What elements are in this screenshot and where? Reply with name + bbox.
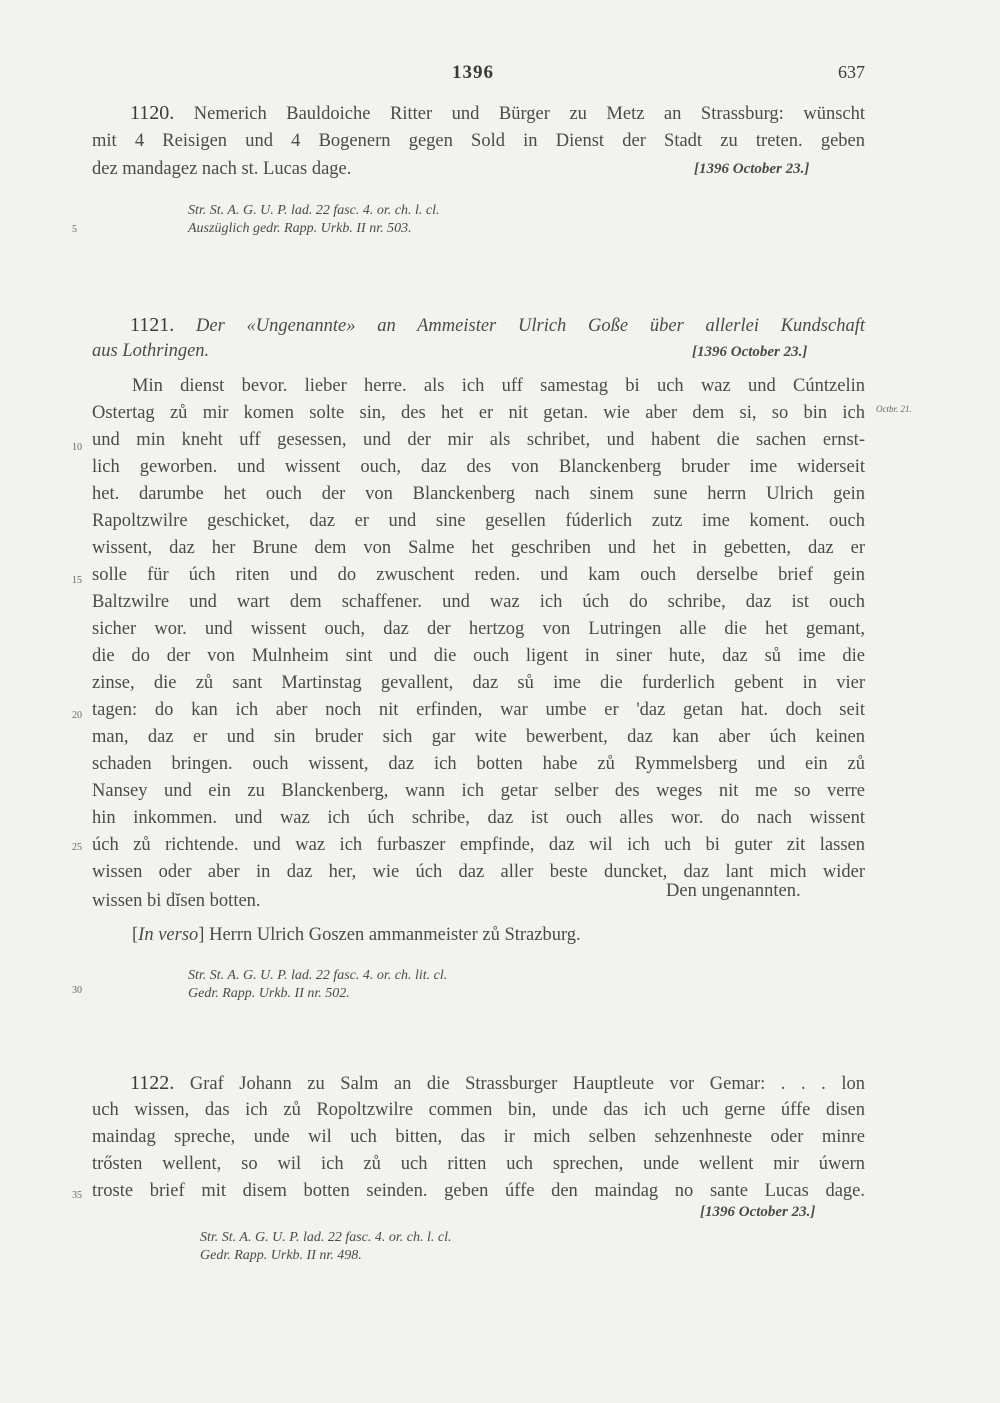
margin-line-number: 5 <box>72 224 77 235</box>
doc1121-verso: [In verso] Herrn Ulrich Goszen ammanmeister zů Strazburg. <box>132 925 581 945</box>
margin-line-number: 25 <box>72 842 82 853</box>
doc1121-line: wissen oder aber in daz her, wie úch daz aller beste duncket, daz lant mich wider <box>92 862 865 882</box>
doc1120-source: Auszüglich gedr. Rapp. Urkb. II nr. 503. <box>188 221 412 236</box>
doc1121-line: tagen: do kan ich aber noch nit erfinden, war umbe er 'daz getan hat. doch seit <box>92 700 865 720</box>
doc1121-line: Ostertag zů mir komen solte sin, des het er nit getan. wie aber dem si, so bin ich <box>92 403 865 423</box>
doc1121-line: die do der von Mulnheim sint und die ouch ligent in siner hute, daz sů ime die <box>92 646 865 666</box>
doc1120-line: 1120. Nemerich Bauldoiche Ritter und Bürger zu Metz an Strassburg: wünscht <box>130 102 865 124</box>
doc1121-line: Rapoltzwilre geschicket, daz er und sine gesellen fúderlich zutz ime koment. ouch <box>92 511 865 531</box>
doc1121-title-line: 1121. Der «Ungenannte» an Ammeister Ulrich Goße über allerlei Kundschaft <box>130 314 865 336</box>
doc1120-source: Str. St. A. G. U. P. lad. 22 fasc. 4. or. ch. l. cl. <box>188 203 440 218</box>
doc1120-line: dez mandagez nach st. Lucas dage. <box>92 159 352 179</box>
margin-line-number: 20 <box>72 710 82 721</box>
doc1121-date: [1396 October 23.] <box>692 344 808 360</box>
doc1122-number: 1122. <box>130 1072 175 1094</box>
doc1121-line: man, daz er und sin bruder sich gar wite bewerbent, daz kan aber úch keinen <box>92 727 865 747</box>
doc1121-line: wissen bi dĭsen botten. <box>92 891 261 911</box>
doc1122-line: 1122. Graf Johann zu Salm an die Strassburger Hauptleute vor Gemar: . . . lon <box>130 1072 866 1094</box>
doc1120-line: mit 4 Reisigen und 4 Bogenern gegen Sold in Dienst der Stadt zu treten. geben <box>92 131 865 151</box>
margin-line-number: 30 <box>72 985 82 996</box>
doc1121-line: solle für úch riten und do zwuschent reden. und kam ouch derselbe brief gein <box>92 565 865 585</box>
doc1120-number: 1120. <box>130 102 175 124</box>
doc1122-line: trősten wellent, so wil ich zů uch ritten uch sprechen, unde wellent mir úwern <box>92 1154 865 1174</box>
doc1121-source: Str. St. A. G. U. P. lad. 22 fasc. 4. or. ch. lit. cl. <box>188 968 448 983</box>
verso-label: In verso <box>138 925 199 945</box>
doc1121-title-line: aus Lothringen. <box>92 341 210 361</box>
doc1121-line: sicher wor. und wissent ouch, daz der hertzog von Lutringen alle die het gemant, <box>92 619 865 639</box>
doc1121-line: het. darumbe het ouch der von Blanckenberg nach sinem sune herrn Ulrich gein <box>92 484 865 504</box>
doc1121-line: úch zů richtende. und waz ich furbaszer empfinde, daz wil ich uch bi guter zit lassen <box>92 835 865 855</box>
doc1122-line: uch wissen, das ich zů Ropoltzwilre commen bin, unde das ich uch gerne úffe disen <box>92 1100 865 1120</box>
doc1122-line: maindag spreche, unde wil uch bitten, das ir mich selben sehzenhneste oder minre <box>92 1127 865 1147</box>
doc1121-line: zinse, die zů sant Martinstag gevallent, daz sů ime die furderlich gebent in vier <box>92 673 865 693</box>
doc1121-line: wissent, daz her Brune dem von Salme het geschriben und het in gebetten, daz er <box>92 538 865 558</box>
doc1121-line: und min kneht uff gesessen, und der mir als schribet, und habent die sachen ernst- <box>92 430 865 450</box>
margin-line-number: 15 <box>72 575 82 586</box>
doc1122-source: Str. St. A. G. U. P. lad. 22 fasc. 4. or. ch. l. cl. <box>200 1230 452 1245</box>
doc1121-line: lich geworben. und wissent ouch, daz des von Blanckenberg bruder ime widerseit <box>92 457 865 477</box>
running-head-year: 1396 <box>452 62 494 83</box>
doc1122-source: Gedr. Rapp. Urkb. II nr. 498. <box>200 1248 362 1263</box>
doc1121-line: hin inkommen. und waz ich úch schribe, daz ist ouch alles wor. do nach wissent <box>92 808 865 828</box>
doc1121-line: schaden bringen. ouch wissent, daz ich botten habe zů Rymmelsberg und ein zů <box>92 754 865 774</box>
doc1121-line: Nansey und ein zu Blanckenberg, wann ich getar selber des weges nit me so verre <box>92 781 865 801</box>
margin-date-note: Octbr. 21. <box>876 404 912 414</box>
doc1121-signature: Den ungenannten. <box>666 881 801 901</box>
page-number: 637 <box>838 62 865 82</box>
doc1121-number: 1121. <box>130 314 175 336</box>
verso-text: Herrn Ulrich Goszen ammanmeister zů Strazburg. <box>209 925 581 945</box>
margin-line-number: 35 <box>72 1190 82 1201</box>
doc1121-source: Gedr. Rapp. Urkb. II nr. 502. <box>188 986 350 1001</box>
doc1122-date: [1396 October 23.] <box>700 1204 816 1220</box>
margin-line-number: 10 <box>72 442 82 453</box>
doc1121-line: Min dienst bevor. lieber herre. als ich uff samestag bi uch waz und Cúntzelin <box>132 376 865 396</box>
doc1120-date: [1396 October 23.] <box>694 161 810 177</box>
doc1121-line: Baltzwilre und wart dem schaffener. und waz ich úch do schribe, daz ist ouch <box>92 592 865 612</box>
doc1122-line: troste brief mit disem botten seinden. geben úffe den maindag no sante Lucas dage. <box>92 1181 865 1201</box>
